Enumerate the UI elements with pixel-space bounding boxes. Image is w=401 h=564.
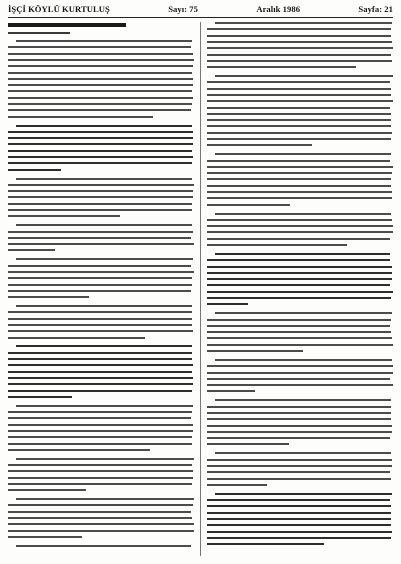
text-line-placeholder (8, 184, 194, 186)
text-line-placeholder (8, 318, 192, 320)
article-body (8, 22, 393, 556)
text-line-placeholder (207, 412, 391, 414)
text-line-placeholder (8, 411, 192, 413)
text-line-placeholder (8, 377, 193, 379)
text-line-placeholder (16, 545, 191, 547)
text-line-placeholder (207, 543, 324, 545)
text-line-placeholder (16, 305, 192, 307)
text-line-placeholder (207, 107, 390, 109)
text-line-placeholder (207, 113, 391, 115)
text-line-placeholder (207, 138, 391, 140)
text-line-placeholder (207, 471, 390, 473)
text-line-placeholder (8, 271, 194, 273)
text-line-placeholder (207, 384, 393, 386)
text-line-placeholder (8, 383, 193, 385)
text-line-placeholder (8, 156, 193, 158)
text-line-placeholder (207, 231, 393, 233)
text-line-placeholder (207, 325, 390, 327)
text-line-placeholder (207, 219, 392, 221)
text-line-placeholder (207, 88, 391, 90)
text-line-placeholder (8, 337, 145, 339)
text-line-placeholder (8, 53, 193, 55)
text-line-placeholder (8, 277, 192, 279)
text-line-placeholder (207, 531, 392, 533)
text-line-placeholder (8, 364, 193, 366)
text-line-placeholder (8, 284, 192, 286)
header-rule (8, 17, 393, 18)
text-line-placeholder (8, 137, 193, 139)
text-line-placeholder (16, 258, 193, 260)
text-line-placeholder (207, 166, 393, 168)
text-line-placeholder (207, 297, 391, 299)
text-line-placeholder (8, 215, 120, 217)
text-line-placeholder (207, 41, 392, 43)
text-line-placeholder (8, 396, 72, 398)
text-line-placeholder (207, 437, 390, 439)
text-line-placeholder (207, 259, 390, 261)
text-line-placeholder (16, 178, 192, 180)
text-line-placeholder (215, 22, 392, 24)
text-line-placeholder (207, 272, 392, 274)
text-line-placeholder (8, 143, 193, 145)
text-line-placeholder (207, 319, 391, 321)
text-line-placeholder (16, 405, 193, 407)
text-line-placeholder (215, 75, 393, 77)
text-line-placeholder (207, 178, 391, 180)
text-line-placeholder (207, 390, 255, 392)
text-line-placeholder (207, 303, 248, 305)
text-line-placeholder (207, 331, 391, 333)
text-line-placeholder (16, 224, 192, 226)
text-line-placeholder (207, 28, 391, 30)
text-line-placeholder (207, 47, 393, 49)
text-line-placeholder (8, 470, 193, 472)
text-line-placeholder (207, 132, 392, 134)
text-line-placeholder (8, 190, 193, 192)
text-line-placeholder (207, 344, 393, 346)
text-line-placeholder (8, 430, 193, 432)
text-line-placeholder (207, 197, 392, 199)
text-line-placeholder (207, 185, 391, 187)
text-line-placeholder (207, 284, 390, 286)
text-line-placeholder (207, 524, 391, 526)
text-line-placeholder (207, 172, 392, 174)
text-line-placeholder (207, 144, 312, 146)
text-line-placeholder (8, 265, 191, 267)
text-line-placeholder (207, 191, 392, 193)
text-line-placeholder (8, 477, 193, 479)
text-line-placeholder (8, 443, 192, 445)
text-line-placeholder (8, 358, 192, 360)
text-line-placeholder (207, 425, 392, 427)
text-line-placeholder (207, 478, 391, 480)
text-line-placeholder (207, 365, 393, 367)
text-line-placeholder (207, 484, 267, 486)
text-line-placeholder (207, 225, 393, 227)
text-line-placeholder (207, 418, 391, 420)
text-line-placeholder (8, 511, 191, 513)
text-line-placeholder (215, 452, 391, 454)
text-line-placeholder (215, 359, 392, 361)
text-line-placeholder (8, 311, 192, 313)
text-line-placeholder (8, 390, 192, 392)
text-line-placeholder (8, 483, 192, 485)
text-line-placeholder (8, 436, 192, 438)
text-line-placeholder (207, 518, 391, 520)
text-line-placeholder (207, 337, 392, 339)
issue-number: Sayı: 75 (168, 4, 198, 14)
text-line-placeholder (8, 103, 192, 105)
text-line-placeholder (207, 94, 391, 96)
text-line-placeholder (215, 399, 391, 401)
text-line-placeholder (8, 530, 194, 532)
text-line-placeholder (207, 278, 392, 280)
text-line-placeholder (207, 266, 392, 268)
text-line-placeholder (8, 209, 192, 211)
text-line-placeholder (16, 345, 192, 347)
text-line-placeholder (207, 372, 393, 374)
text-line-placeholder (207, 431, 392, 433)
text-line-placeholder (207, 60, 392, 62)
text-line-placeholder (8, 371, 192, 373)
page-header (8, 4, 393, 17)
text-line-placeholder (8, 162, 192, 164)
text-line-placeholder (8, 90, 192, 92)
text-line-placeholder (8, 424, 193, 426)
text-line-placeholder (8, 72, 192, 74)
text-line-placeholder (207, 204, 290, 206)
text-line-placeholder (8, 131, 193, 133)
text-line-placeholder (8, 169, 61, 171)
text-line-placeholder (8, 330, 193, 332)
text-line-placeholder (207, 512, 391, 514)
page-number: Sayfa: 21 (358, 4, 393, 14)
text-line-placeholder (8, 296, 89, 298)
text-line-placeholder (8, 46, 191, 48)
text-line-placeholder (8, 352, 192, 354)
text-line-placeholder (8, 464, 192, 466)
text-line-placeholder (207, 378, 390, 380)
right-column (207, 22, 393, 556)
text-line-placeholder (8, 417, 191, 419)
text-line-placeholder (207, 238, 390, 240)
text-line-placeholder (8, 324, 192, 326)
text-line-placeholder (215, 213, 391, 215)
text-line-placeholder (8, 84, 193, 86)
publication-name: İŞÇİ KÖYLÜ KURTULUŞ (8, 4, 110, 14)
text-line-placeholder (207, 244, 347, 246)
text-line-placeholder (8, 109, 191, 111)
left-column (8, 22, 194, 556)
text-line-placeholder (207, 160, 390, 162)
text-line-placeholder (16, 40, 192, 42)
issue-date: Aralık 1986 (256, 4, 301, 14)
text-line-placeholder (8, 523, 194, 525)
text-line-placeholder (8, 150, 192, 152)
text-line-placeholder (207, 54, 391, 56)
text-line-placeholder (215, 253, 390, 255)
text-line-placeholder (207, 350, 303, 352)
text-line-placeholder (16, 498, 194, 500)
text-line-placeholder (207, 459, 392, 461)
text-line-placeholder (215, 493, 392, 495)
text-line-placeholder (215, 153, 391, 155)
text-line-placeholder (8, 290, 191, 292)
text-line-placeholder (8, 97, 193, 99)
article-subtitle-placeholder (8, 32, 70, 34)
article-heading-placeholder (8, 23, 126, 27)
text-line-placeholder (207, 100, 393, 102)
text-line-placeholder (207, 537, 391, 539)
text-line-placeholder (207, 499, 390, 501)
text-line-placeholder (207, 35, 391, 37)
text-line-placeholder (207, 465, 392, 467)
text-line-placeholder (207, 505, 391, 507)
text-line-placeholder (16, 458, 194, 460)
text-line-placeholder (8, 78, 193, 80)
text-line-placeholder (207, 125, 391, 127)
text-line-placeholder (8, 449, 150, 451)
text-line-placeholder (207, 66, 356, 68)
column-divider (200, 22, 201, 556)
text-line-placeholder (16, 125, 192, 127)
text-line-placeholder (207, 291, 393, 293)
text-line-placeholder (8, 116, 153, 118)
text-line-placeholder (8, 203, 192, 205)
text-line-placeholder (8, 243, 194, 245)
text-line-placeholder (8, 517, 192, 519)
text-line-placeholder (8, 231, 193, 233)
text-line-placeholder (207, 406, 391, 408)
text-line-placeholder (207, 443, 289, 445)
text-line-placeholder (8, 59, 194, 61)
text-line-placeholder (8, 536, 82, 538)
text-line-placeholder (8, 237, 191, 239)
text-line-placeholder (8, 196, 193, 198)
text-line-placeholder (207, 119, 391, 121)
text-line-placeholder (8, 249, 55, 251)
text-line-placeholder (207, 81, 390, 83)
text-line-placeholder (8, 65, 193, 67)
text-line-placeholder (215, 312, 392, 314)
text-line-placeholder (8, 504, 193, 506)
text-line-placeholder (8, 489, 86, 491)
